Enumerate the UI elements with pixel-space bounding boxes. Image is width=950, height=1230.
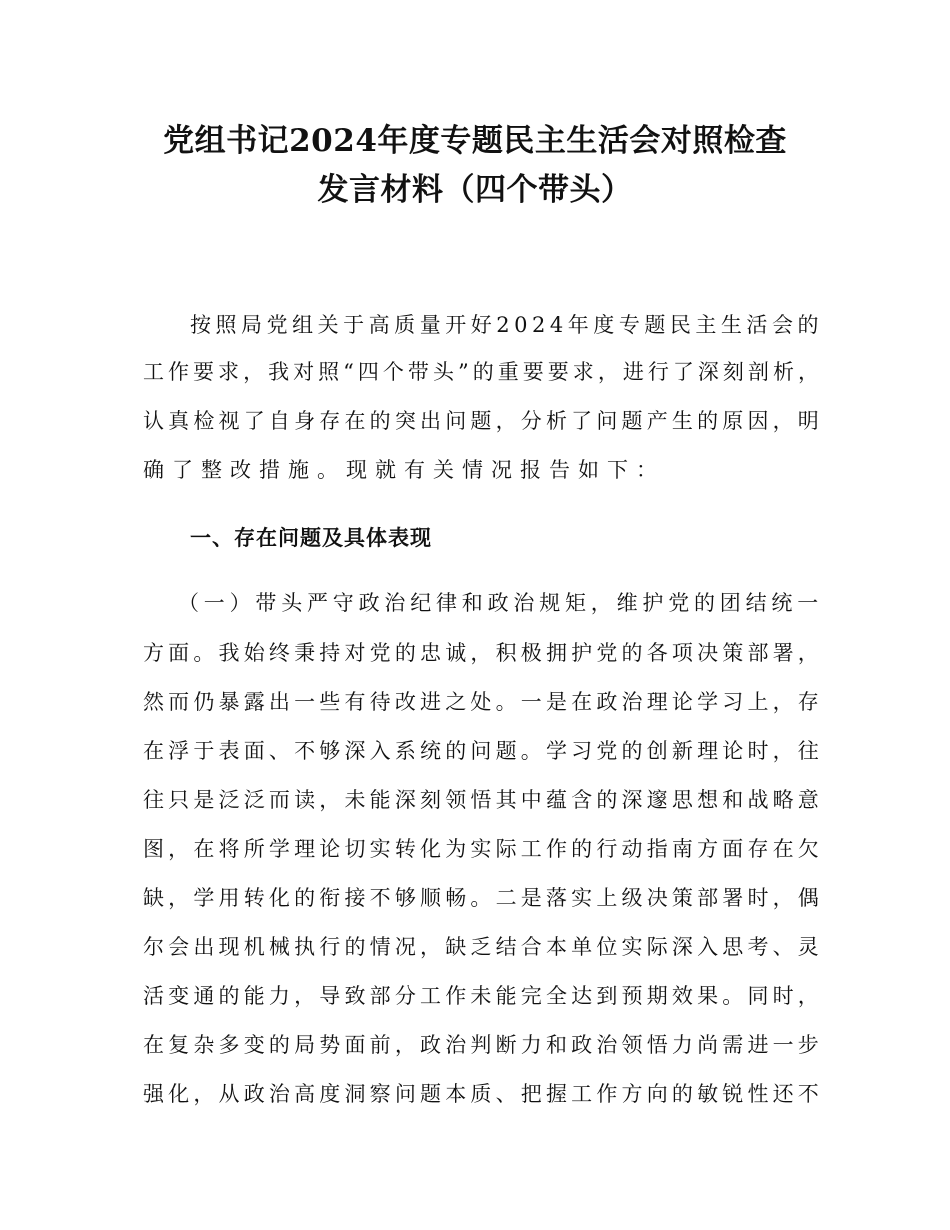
paragraph-line: 然而仍暴露出一些有待改进之处。一是在政治理论学习上，存 (143, 690, 823, 714)
section-heading: 一、存在问题及具体表现 (190, 526, 432, 550)
paragraph-line: 尔会出现机械执行的情况，缺乏结合本单位实际深入思考、灵 (143, 935, 823, 959)
paragraph-line: 活变通的能力，导致部分工作未能完全达到预期效果。同时， (143, 984, 823, 1008)
paragraph-line: 在浮于表面、不够深入系统的问题。学习党的创新理论时，往 (143, 739, 823, 763)
paragraph-line: 强化，从政治高度洞察问题本质、把握工作方向的敏锐性还不 (143, 1082, 823, 1106)
paragraph-line: 缺，学用转化的衔接不够顺畅。二是落实上级决策部署时，偶 (143, 886, 823, 910)
document-title-line-1: 党组书记2024年度专题民主生活会对照检查 (163, 123, 787, 159)
paragraph-line: （一）带头严守政治纪律和政治规矩，维护党的团结统一 (178, 591, 823, 615)
intro-line: 确了整改措施。现就有关情况报告如下： (143, 458, 665, 482)
intro-line: 工作要求，我对照“四个带头”的重要要求，进行了深刻剖析， (143, 360, 823, 384)
paragraph-line: 往只是泛泛而读，未能深刻领悟其中蕴含的深邃思想和战略意 (143, 788, 823, 812)
paragraph-line: 图，在将所学理论切实转化为实际工作的行动指南方面存在欠 (143, 837, 823, 861)
paragraph-line: 在复杂多变的局势面前，政治判断力和政治领悟力尚需进一步 (143, 1033, 823, 1057)
intro-line: 认真检视了自身存在的突出问题，分析了问题产生的原因，明 (143, 409, 823, 433)
document-title-line-2: 发言材料（四个带头） (317, 172, 633, 208)
paragraph-line: 方面。我始终秉持对党的忠诚，积极拥护党的各项决策部署， (143, 641, 823, 665)
intro-line: 按照局党组关于高质量开好2024年度专题民主生活会的 (190, 313, 823, 337)
